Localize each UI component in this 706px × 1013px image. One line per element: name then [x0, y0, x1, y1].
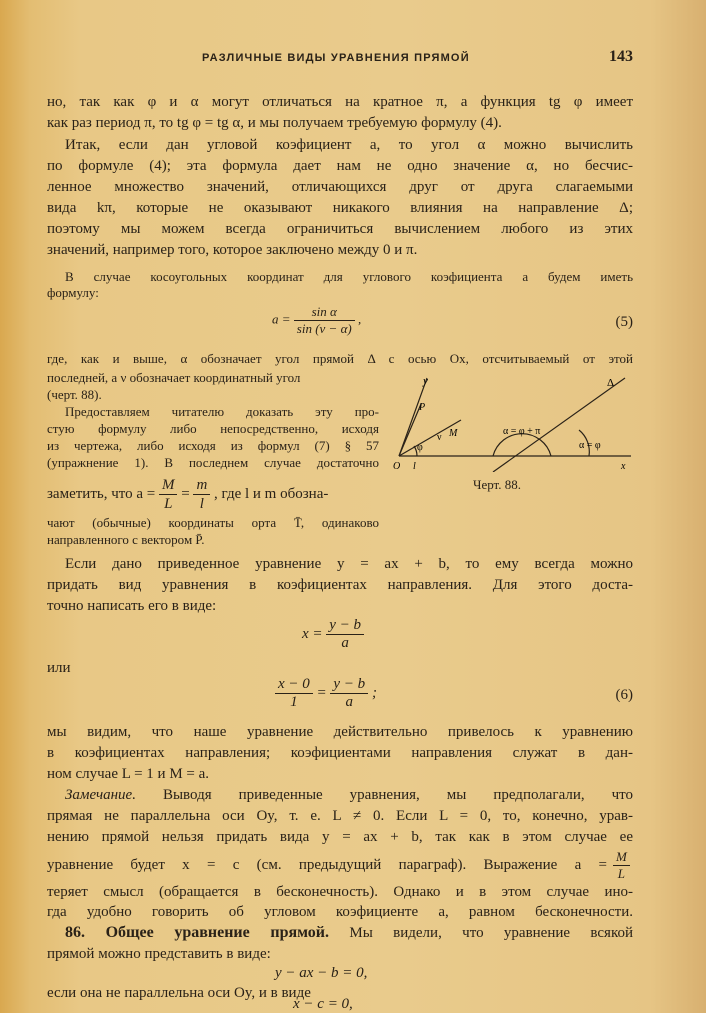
text-line: Итак, если дан угловой коэфициент a, то угол α можно вычислить [65, 137, 633, 153]
text-line: последней, а ν обозначает координатный угол [47, 370, 301, 385]
label-y: y [423, 375, 428, 387]
page-number: 143 [609, 48, 633, 65]
equals: = [181, 485, 190, 502]
text-line: по формуле (4); эта формула дает нам не одно значение α, но бесчис- [47, 158, 633, 174]
figure-88 [393, 372, 633, 472]
formula-5 [272, 304, 361, 337]
formula-x [302, 617, 364, 652]
text-line: поэтому мы можем всегда ограничиться вычислением любого из этих [47, 221, 633, 237]
text-line: гда удобно говорить об угловом коэфициенте a, равном бесконечности. [47, 904, 633, 920]
denominator: l [199, 496, 204, 512]
formula-punct: ; [371, 684, 377, 701]
text-line: уравнение будет x = c (см. предыдущий параграф). Выражение a = [47, 857, 607, 873]
label-x: x [621, 461, 626, 472]
equation-number-6: (6) [615, 687, 633, 703]
text-line: значений, например того, которое заключено между 0 и π. [47, 242, 418, 258]
fraction-m-over-l [613, 849, 630, 882]
numerator: M [613, 849, 630, 866]
formula-numerator: x − 0 [275, 676, 313, 694]
formula-denominator: sin (ν − α) [296, 321, 352, 336]
text-line: мы видим, что наше уравнение действительно привелось к уравнению [47, 724, 633, 740]
formula-lhs: a = [272, 311, 291, 327]
text-line: формулу: [47, 285, 99, 300]
formula-6 [275, 676, 377, 711]
line-delta [493, 378, 625, 472]
equation-number-5: (5) [615, 314, 633, 330]
formula-denominator: a [345, 694, 354, 710]
text-line: стую формулу либо непосредственно, исходя [47, 421, 379, 436]
text-line: придать вид уравнения в коэфициентах направления. Для этого доста- [47, 577, 633, 593]
text-line: Если дано приведенное уравнение y = ax + b, то ему всегда можно [65, 556, 633, 572]
formula-denominator: 1 [290, 694, 298, 710]
text: заметить, что a = [47, 485, 156, 502]
inline-formula-line [47, 476, 328, 513]
text: , где l и m обозна- [214, 485, 329, 502]
text-line: но, так как φ и α могут отличаться на кратное π, а функция tg φ имеет [47, 94, 633, 110]
text-line: прямой можно представить в виде: [47, 946, 271, 962]
text-line: (черт. 88). [47, 387, 102, 402]
text-line: в коэфициентах направления; коэфициентами направления служат в дан- [47, 745, 633, 761]
formula-denominator: a [341, 635, 349, 651]
section-title: 86. Общее уравнение прямой. [65, 924, 330, 941]
denominator: L [617, 866, 626, 881]
text-line: чают (обычные) координаты орта T̄, одинаково [47, 515, 379, 530]
text-line [65, 785, 633, 805]
formula-numerator: y − b [330, 676, 368, 694]
label-o: O [393, 461, 401, 472]
formula-general: y − ax − b = 0, [275, 965, 368, 981]
label-alpha-phi-pi: α = φ + π [503, 426, 541, 437]
text-line: где, как и выше, α обозначает угол прямой Δ с осью Ox, отсчитываемый от этой [47, 351, 633, 366]
label-delta: Δ [607, 377, 615, 389]
text-line: ном случае L = 1 и M = a. [47, 766, 210, 782]
label-alpha-phi: α = φ [579, 440, 601, 451]
figure-caption: Черт. 88. [473, 477, 522, 492]
formula-punct: , [357, 311, 362, 327]
formula-vertical: x − c = 0, [293, 996, 353, 1012]
numerator: m [193, 476, 210, 495]
text-line: вида kπ, которые не оказывают никакого влияния на направление Δ; [47, 200, 633, 216]
label-p: P [419, 402, 426, 413]
equals: = [316, 684, 327, 701]
formula-numerator: sin α [294, 304, 355, 321]
label-phi: φ [417, 442, 423, 453]
text-line: как раз период π, то tg φ = tg α, и мы получаем требуемую формулу (4). [47, 115, 502, 131]
text-line: (упражнение 1). В последнем случае достаточно [47, 455, 379, 470]
text-line: направленного с вектором P̄. [47, 532, 205, 547]
text: Мы видели, что уравнение всякой [349, 925, 634, 941]
label-m: M [449, 428, 458, 439]
section-86-line [65, 923, 633, 943]
text-line: Предоставляем читателю доказать эту про- [65, 404, 379, 419]
y-axis [399, 378, 427, 456]
text-line: точно написать его в виде: [47, 598, 217, 614]
formula-lhs: x = [302, 625, 323, 642]
text-line: ленное множество значений, отличающихся друг от друга слагаемыми [47, 179, 633, 195]
header-title: РАЗЛИЧНЫЕ ВИДЫ УРАВНЕНИЯ ПРЯМОЙ [202, 52, 470, 64]
text-line: теряет смысл (обращается в бесконечность). Однако и в этом случае ино- [47, 884, 633, 900]
text-line: нению прямой нельзя придать вида y = ax + b, так как в этом случае ее [47, 829, 633, 845]
label-nu: ν [437, 432, 442, 443]
text-line: из чертежа, либо исходя из формул (7) § 57 [47, 438, 379, 453]
formula-numerator: y − b [326, 617, 364, 635]
numerator: M [159, 476, 178, 495]
text: Выводя приведенные уравнения, мы предполагали, что [162, 787, 633, 803]
text-line: прямая не параллельна оси Oy, т. е. L ≠ 0. Если L = 0, то, конечно, урав- [47, 808, 633, 824]
text-line: В случае косоугольных координат для углового коэфициента a будем иметь [65, 269, 633, 284]
remark-label: Замечание. [65, 787, 136, 803]
label-l: l [413, 461, 416, 472]
running-header [47, 48, 633, 68]
text-line: или [47, 660, 71, 676]
text-line: если она не параллельна оси Oy, и в виде [47, 985, 311, 1001]
denominator: L [164, 496, 173, 512]
